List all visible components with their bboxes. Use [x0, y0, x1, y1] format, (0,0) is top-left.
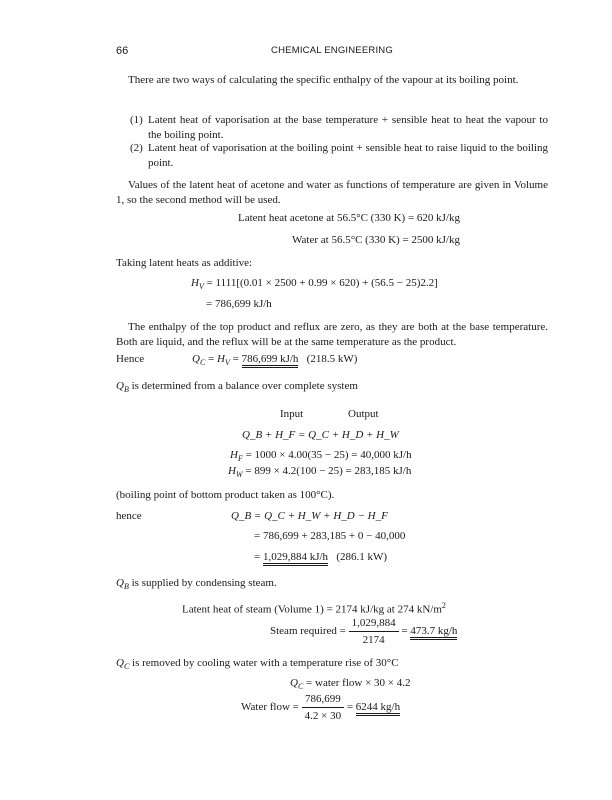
energy-balance-equation	[242, 428, 399, 443]
hf-expression: = 1000 × 4.00(35 − 25) = 40,000 kJ/h	[242, 449, 412, 461]
latent-steam-text: Latent heat of steam (Volume 1) = 2174 kJ/kg at 274 kN/m	[182, 603, 442, 616]
qc-symbol: Q	[192, 353, 200, 365]
top-product-paragraph: The enthalpy of the top product and reflux are zero, as they are both at the base temperature. Both are liquid, and the reflux will be at the same temperature as the product.	[116, 321, 548, 348]
method-number: (2)	[130, 142, 143, 154]
fraction-denominator: 2174	[362, 634, 385, 646]
water-flow-value: 6244 kg/h	[356, 701, 400, 716]
water-flow-equation	[241, 692, 400, 723]
fraction-numerator: 786,699	[302, 692, 344, 708]
output-label: Output	[348, 408, 379, 420]
additive-line: Taking latent heats as additive:	[116, 257, 253, 269]
qc-subscript: C	[297, 682, 304, 692]
latent-acetone-line: Latent heat acetone at 56.5°C (330 K) = 620 kJ/kg	[238, 212, 460, 224]
water-flow-label: Water flow =	[241, 701, 299, 714]
intro-paragraph: There are two ways of calculating the specific enthalpy of the vapour at its boiling point.	[128, 74, 519, 86]
steam-fraction	[349, 616, 399, 647]
qb-substitution: = 786,699 + 283,185 + 0 − 40,000	[254, 530, 406, 542]
page-number: 66	[116, 45, 129, 57]
qb-result-kw: (286.1 kW)	[336, 551, 388, 563]
equals-sign: =	[205, 353, 218, 365]
equals-sign: =	[346, 701, 354, 714]
qb-balance-line	[116, 379, 358, 397]
input-label: Input	[280, 408, 304, 420]
hw-expression: = 899 × 4.2(100 − 25) = 283,185 kJ/h	[242, 465, 412, 477]
water-flow-fraction	[302, 692, 344, 723]
qb-symbol: Q	[116, 577, 124, 589]
hw-equation	[228, 464, 411, 482]
qc-result-kw: (218.5 kW)	[306, 353, 358, 365]
latent-steam-superscript: 2	[441, 601, 446, 610]
qb-expression: Q_B = Q_C + H_W + H_D − H_F	[231, 510, 388, 522]
page-header	[116, 45, 548, 61]
qb-result: = 1,029,884 kJ/h (286.1 kW)	[254, 550, 387, 565]
qc-subscript: C	[123, 662, 130, 672]
hv-subscript: V	[224, 358, 230, 368]
qb-balance-text: is determined from a balance over complete system	[128, 380, 358, 392]
hv-result: = 786,699 kJ/h	[206, 298, 272, 310]
qc-result-value: 786,699 kJ/h	[242, 353, 299, 368]
hv-subscript: V	[198, 282, 204, 292]
method-number: (1)	[130, 114, 143, 126]
method-text: Latent heat of vaporisation at the boiling point + sensible heat to raise liquid to the boiling point.	[148, 142, 548, 169]
steam-required-value: 473.7 kg/h	[410, 625, 457, 640]
steam-required-label: Steam required =	[270, 625, 346, 638]
qb-supplied-text: is supplied by condensing steam.	[128, 577, 277, 589]
qb-result-value: 1,029,884 kJ/h	[263, 551, 328, 566]
hw-subscript: W	[235, 470, 243, 480]
method-item-2	[130, 141, 548, 171]
qc-symbol: Q	[116, 657, 124, 669]
equals-sign: =	[401, 625, 408, 638]
latent-heat-paragraph: Values of the latent heat of acetone and water as functions of temperature are given in Volume 1, so the second method will be used.	[116, 179, 548, 206]
hf-symbol: H	[230, 449, 238, 461]
steam-required-equation	[270, 616, 457, 647]
hw-symbol: H	[228, 465, 236, 477]
energy-balance-text: Q_B + H_F = Q_C + H_D + H_W	[242, 429, 399, 441]
hv-equation	[191, 276, 438, 294]
qc-removed-line	[116, 656, 399, 674]
qb-subscript: B	[123, 385, 129, 395]
hence-word: hence	[116, 510, 142, 522]
qc-hv-equation	[192, 352, 357, 370]
qc-water-expression: = water flow × 30 × 4.2	[303, 677, 411, 689]
hence-word: Hence	[116, 353, 145, 365]
qb-supplied-line	[116, 576, 277, 594]
fraction-denominator: 4.2 × 30	[304, 710, 342, 722]
qc-subscript: C	[199, 358, 206, 368]
latent-water-line: Water at 56.5°C (330 K) = 2500 kJ/kg	[292, 234, 460, 246]
qb-subscript: B	[123, 582, 129, 592]
hf-subscript: F	[237, 454, 243, 464]
equals-sign: =	[229, 353, 242, 365]
boiling-point-note: (boiling point of bottom product taken as 100°C).	[116, 489, 335, 501]
latent-steam-line	[182, 598, 446, 618]
qb-symbol: Q	[116, 380, 124, 392]
method-item-1	[130, 113, 548, 143]
hv-symbol: H	[191, 277, 199, 289]
running-title: CHEMICAL ENGINEERING	[271, 45, 393, 56]
method-text: Latent heat of vaporisation at the base temperature + sensible heat to heat the vapour to the boiling point.	[148, 114, 548, 141]
hv-expression: = 1111[(0.01 × 2500 + 0.99 × 620) + (56.5 − 25)2.2]	[203, 277, 438, 289]
fraction-numerator: 1,029,884	[349, 616, 399, 632]
hv-symbol: H	[217, 353, 225, 365]
qc-removed-text: is removed by cooling water with a temperature rise of 30°C	[129, 657, 399, 669]
qc-symbol: Q	[290, 677, 298, 689]
